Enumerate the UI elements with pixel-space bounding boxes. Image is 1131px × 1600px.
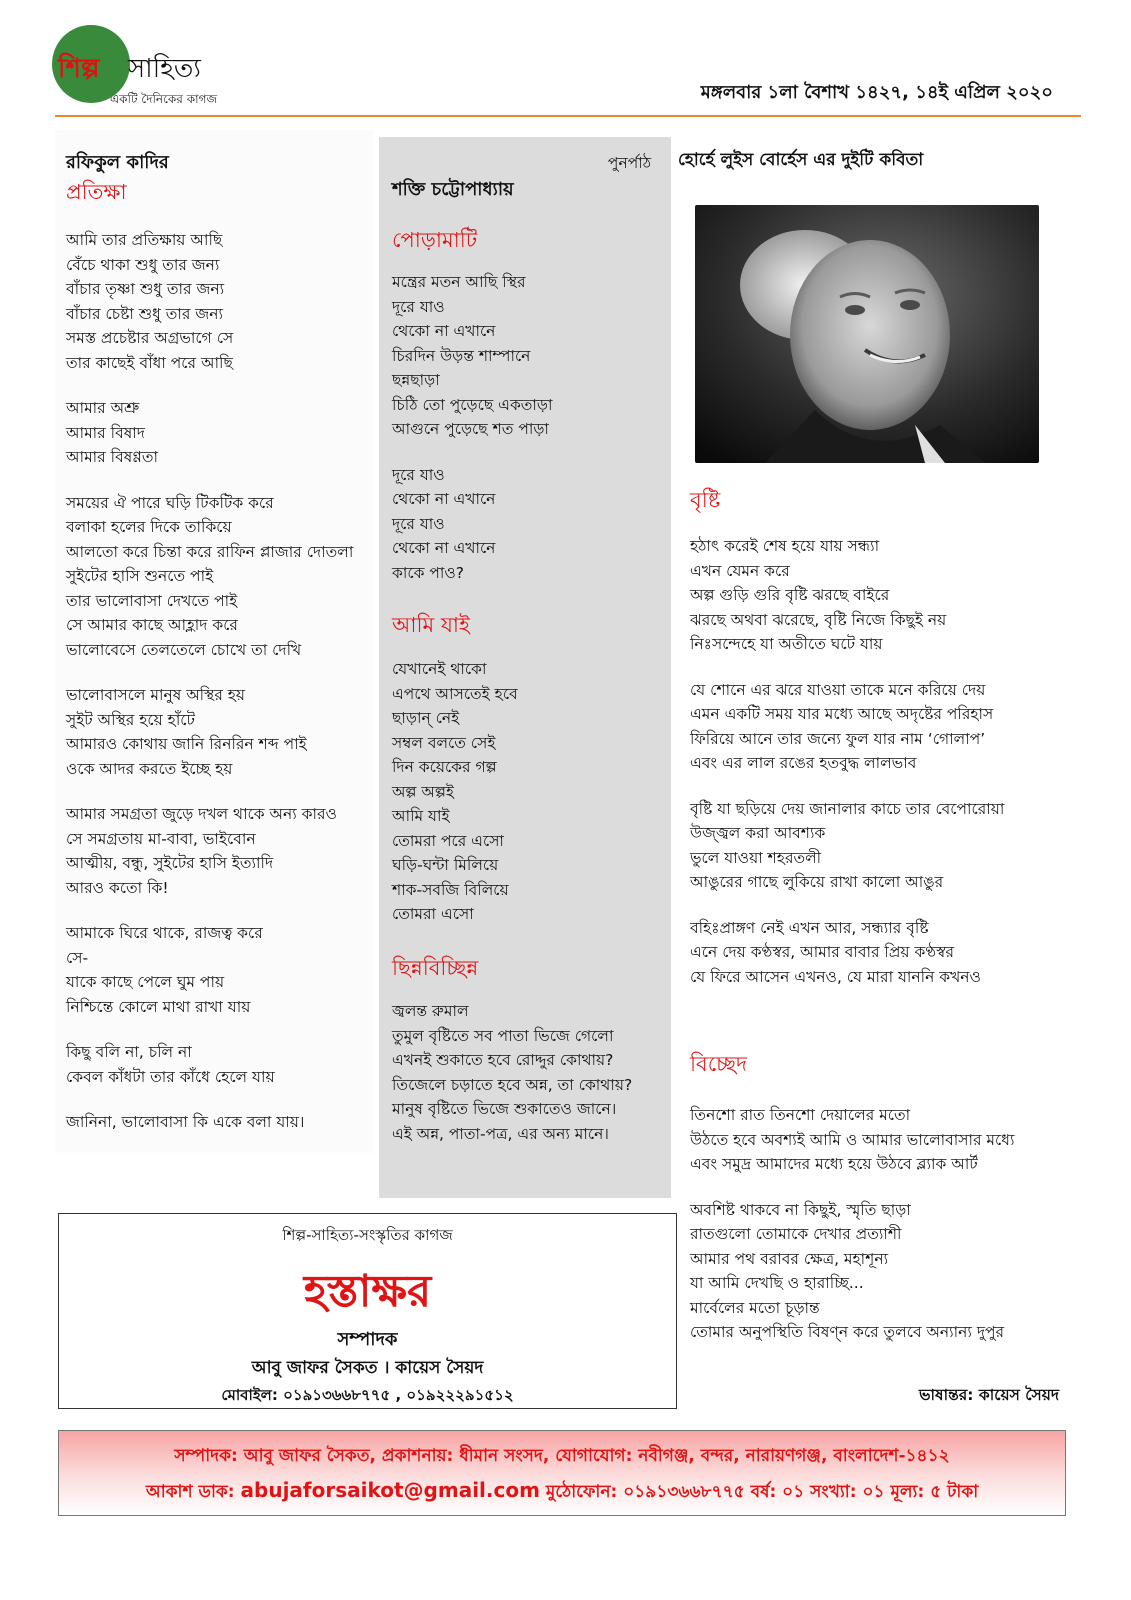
poem-line: তার কাছেই বাঁধা পরে আছি [66,353,233,372]
poem-line: যাকে কাছে পেলে ঘুম পায় [66,973,225,991]
email-link[interactable]: abujaforsaikot@gmail.com [240,1478,540,1502]
stanza [690,534,1004,657]
poem-line: দূরে যাও [392,514,445,533]
poem-body [690,1103,1014,1345]
poem-line: মার্বেলের মতো চূড়ান্ত [690,1298,820,1317]
poem-line: অবশিষ্ট থাকবে না কিছুই, স্মৃতি ছাড়া [690,1200,911,1219]
imprint-details: মুঠোফোন: ০১৯১৩৬৬৮৭৭৫ বর্ষ: ০১ সংখ্যা: ০১ মূল্য: ৫ টাকা [545,1482,979,1502]
poem-line: আমি তার প্রতিক্ষায় আছি [66,231,223,249]
poem-title: আমি যাই [392,613,470,637]
poem-line: সম্বল বলতে সেই [392,733,496,752]
logo-tagline: একটি দৈনিকের কাগজ [110,92,218,106]
mobile-numbers: মোবাইল: ০১৯১৩৬৬৮৭৭৫ , ০১৯২২২৯১৫১২ [221,1386,514,1404]
header-divider [55,115,1081,117]
poem-line: সে আমার কাছে আহ্লাদ করে [66,616,238,634]
poem-line: সে- [66,948,89,967]
poem-line: আমার অশ্রু [66,399,140,417]
poem-line: ঘড়ি-ঘন্টা মিলিয়ে [392,856,499,874]
poem-line: দিন কয়েকের গল্প [392,758,497,776]
poem-line: সময়ের ঐ পারে ঘড়ি টিকটিক করে [66,493,274,512]
poem-line: সুইট অস্থির হয়ে হাঁটে [66,710,195,729]
poem-title: বৃষ্টি [690,488,721,512]
poem-line: আগুনে পুড়েছে শত পাড়া [392,420,549,438]
poem-line: ছন্নছাড়া [392,371,440,389]
stanza [690,797,1004,895]
poem-line: আত্মীয়, বন্ধু, সুইটের হাসি ইত্যাদি [66,854,274,872]
poem-line: বাঁচার তৃষ্ণা শুধু তার জন্য [66,280,225,298]
poem-title: বিচ্ছেদ [690,1052,748,1076]
poem-line: ফিরিয়ে আনে তার জন্যে ফুল যার নাম ‘গোলাপ’ [690,729,986,748]
poem-body [66,228,353,1135]
poem-line: কিছু বলি না, চলি না [66,1043,192,1061]
stanza [66,228,353,375]
poem-line: আমার সমগ্রতা জুড়ে দখল থাকে অন্য কারও [66,805,337,823]
poem-line: ছাড়ান্ নেই [392,709,460,727]
stanza [690,1103,1014,1177]
poem-line: তুমুল বৃষ্টিতে সব পাতা ভিজে গেলো [392,1026,614,1045]
section-header: হোর্হে লুইস বোর্হেস এর দুইটি কবিতা [678,150,924,170]
poem-body [392,657,518,927]
poem-line: এপথে আসতেই হবে [392,684,518,703]
poem-line: এই অন্ন, পাতা-পত্র, এর অন্য মানে। [392,1124,609,1143]
poem-line: নিশ্চিন্তে কোলে মাথা রাখা যায় [66,997,251,1016]
poem-line: তার ভালোবাসা দেখতে পাই [66,591,238,610]
poem-line: রাতগুলো তোমাকে দেখার প্রত্যাশী [690,1225,902,1243]
poem-line: আমি যাই [392,807,450,825]
stanza [66,802,353,900]
poem-line: তোমরা পরে এসো [392,831,504,850]
poem-line: অল্প অল্পই [392,782,454,801]
poem-line: হঠাৎ করেই শেষ হয়ে যায় সন্ধ্যা [690,537,880,555]
email-label: আকাশ ডাক: [145,1482,235,1502]
stanza [392,657,518,927]
poem-line: চিরদিন উড়ন্ত শাম্পানে [392,346,531,365]
imprint-box [58,1430,1066,1516]
poem-line: দূরে যাও [392,297,445,316]
stanza [392,463,552,586]
column-middle [379,137,671,1198]
editor-names: আবু জাফর সৈকত । কায়েস সৈয়দ [251,1358,484,1378]
poem-title: ছিন্নবিচ্ছিন্ন [392,956,479,980]
poem-line: ভালোবেসে তেলতেলে চোখে তা দেখি [66,640,302,659]
poem-line: ভালোবাসলে মানুষ অস্থির হয় [66,686,246,704]
poem-line: এখন যেমন করে [690,561,790,580]
poem-line: ভুলে যাওয়া শহরতলী [690,848,822,867]
column-left [55,130,373,1153]
poem-body [392,270,552,585]
logo-word-shilpa: শিল্প [58,54,100,84]
author-name: শক্তি চট্টোপাধ্যায় [392,179,514,200]
poem-line: আলতো করে চিন্তা করে রাফিন প্লাজার দোতলা [66,542,354,561]
poem-line: জানিনা, ভালোবাসা কি একে বলা যায়। [66,1113,305,1131]
author-name: রফিকুল কাদির [66,152,169,173]
poem-line: এমন একটি সময় যার মধ্যে আছে অদৃষ্টের পরিহাস [690,705,994,723]
poem-line: সুইটের হাসি শুনতে পাই [66,567,214,585]
imprint-line-2 [59,1478,1065,1507]
poem-line: মন্ত্রের মতন আছি স্থির [392,273,526,291]
poem-line: থেকো না এখানে [392,322,496,340]
imprint-line-1: সম্পাদক: আবু জাফর সৈকত, প্রকাশনায়: ধীমান সংসদ, যোগাযোগ: নবীগঞ্জ, বন্দর, নারায়ণগঞ্জ, বাংলাদেশ-১৪১২ [174,1446,950,1466]
poem-line: যেখানেই থাকো [392,660,487,678]
section-label: পুনর্পাঠ [607,154,651,172]
poem-line: এখনই শুকাতে হবে রোদ্দুর কোথায়? [392,1051,614,1069]
poem-line: বাঁচার চেষ্টা শুধু তার জন্য [66,304,223,323]
poem-line: আমার পথ বরাবর ক্ষেত্র, মহাশূন্য [690,1249,889,1268]
poem-line: কাকে পাও? [392,563,464,582]
poem-line: শাক-সবজি বিলিয়ে [392,880,509,899]
poem-line: এবং এর লাল রঙের হতবুদ্ধ লালভাব [690,754,917,772]
poem-line: অল্প গুড়ি গুরি বৃষ্টি ঝরছে বাইরে [690,586,890,604]
poem-title: প্রতিক্ষা [66,180,127,204]
poem-line: কেবল কাঁধটা তার কাঁধে হেলে যায় [66,1067,275,1086]
logo-word-sahitya: সাহিত্য [128,54,201,84]
poem-body [690,534,1004,989]
poem-line: বৃষ্টি যা ছড়িয়ে দেয় জানালার কাচে তার বেপোরোয়া [690,799,1005,818]
publication-box [58,1213,677,1409]
poem-line: জ্বলন্ত রুমাল [392,1002,469,1020]
poem-line: থেকো না এখানে [392,490,496,508]
poem-line: এনে দেয় কণ্ঠস্বর, আমার বাবার প্রিয় কণ্ঠস্বর [690,943,955,961]
publication-name: হস্তাক্ষর [303,1266,432,1317]
issue-date: মঙ্গলবার ১লা বৈশাখ ১৪২৭, ১৪ই এপ্রিল ২০২০ [700,82,1053,103]
stanza [66,921,353,1019]
poem-body [392,999,632,1146]
stanza [690,678,1004,776]
poem-line: মানুষ বৃষ্টিতে ভিজে শুকাতেও জানে। [392,1100,617,1118]
poem-line: বলাকা হলের দিকে তাকিয়ে [66,518,232,536]
translator-credit: ভাষান্তর: কায়েস সৈয়দ [918,1386,1059,1404]
poem-line: উঠতে হবে অবশ্যই আমি ও আমার ভালোবাসার মধ্যে [690,1130,1015,1149]
stanza [66,1040,353,1089]
poem-line: যে ফিরে আসেন এখনও, যে মারা যাননি কখনও [690,967,981,986]
publication-subtitle: শিল্প-সাহিত্য-সংস্কৃতির কাগজ [282,1226,453,1244]
poem-line: বহিঃপ্রাঙ্গণ নেই এখন আর, সন্ধ্যার বৃষ্টি [690,918,929,937]
stanza [66,683,353,781]
poem-line: সমস্ত প্রচেষ্টার অগ্রভাগে সে [66,329,234,347]
stanza [66,396,353,470]
portrait-photo [695,205,1039,463]
stanza [392,270,552,442]
poem-line: আমাকে ঘিরে থাকে, রাজত্ব করে [66,924,263,942]
poem-line: আরও কতো কি! [66,878,169,897]
poem-line: আমার বিষাদ [66,423,145,442]
stanza [690,916,1004,990]
poem-line: ঝরছে অথবা ঝরেছে, বৃষ্টি নিজে কিছুই নয় [690,610,947,629]
poem-line: আঙুরের গাছে লুকিয়ে রাখা কালো আঙুর [690,873,944,891]
stanza [392,999,632,1146]
stanza [690,1198,1014,1345]
stanza [66,491,353,663]
poem-line: তিনশো রাত তিনশো দেয়ালের মতো [690,1106,911,1124]
poem-line: সে সমগ্রতায় মা-বাবা, ভাইবোন [66,829,256,848]
poem-line: যে শোনে এর ঝরে যাওয়া তাকে মনে করিয়ে দেয় [690,680,986,699]
poem-title: পোড়ামাটি [392,228,478,252]
poem-line: তোমার অনুপস্থিতি বিষণ্ন করে তুলবে অন্যান্য দুপুর [690,1323,1005,1341]
poem-line: দূরে যাও [392,465,445,484]
poem-line: তিজেলে চড়াতে হবে অন্ন, তা কোথায়? [392,1075,633,1094]
poem-line: তোমরা এসো [392,905,474,923]
poem-line: নিঃসন্দেহে যা অতীতে ঘটে যায় [690,635,883,653]
poem-line: বেঁচে থাকা শুধু তার জন্য [66,255,220,274]
editor-label: সম্পাদক [337,1329,398,1350]
poem-line: থেকো না এখানে [392,539,496,557]
poem-line: আমারও কোথায় জানি রিনরিন শব্দ পাই [66,735,307,753]
poem-line: ওকে আদর করতে ইচ্ছে হয় [66,759,233,778]
poem-line: যা আমি দেখছি ও হারাচ্ছি... [690,1274,864,1292]
poem-line: উজ্জ্বল করা আবশ্যক [690,824,826,842]
poem-line: চিঠি তো পুড়েছে একতাড়া [392,395,553,414]
poem-line: আমার বিষণ্ণতা [66,448,158,466]
stanza [66,1110,353,1135]
poem-line: এবং সমুদ্র আমাদের মধ্যে হয়ে উঠবে ব্ল্যাক আর্ট [690,1155,978,1173]
